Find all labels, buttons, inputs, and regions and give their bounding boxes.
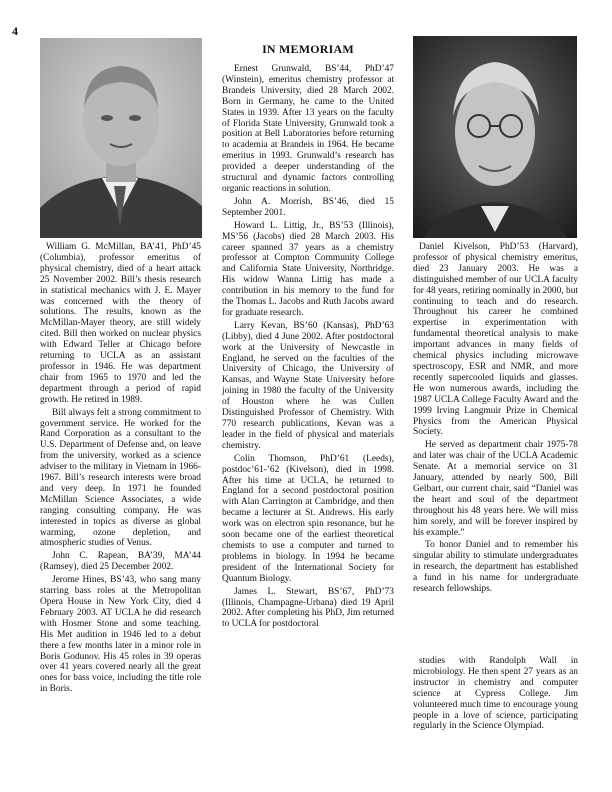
right-column-continued xyxy=(413,656,578,734)
page-heading: IN MEMORIAM xyxy=(262,42,354,56)
left-column xyxy=(40,242,201,697)
right-column xyxy=(413,242,578,597)
obituary-paragraph: James L. Stewart, BS’67, PhD’73 (Illinois, Champagne-Urbana) died 19 April 2002. After completing his PhD, Jim returned to UCLA for postdoctoral xyxy=(222,586,394,630)
middle-column xyxy=(222,64,394,632)
obituary-paragraph: William G. McMillan, BA’41, PhD’45 (Columbia), professor emeritus of physical chemistry, died of a heart attack 25 November 2002. Bill’s thesis research in statistical mechanics with J. E. Mayer was concerned with the theory of solutions. The results, known as the McMillan-Mayer theory, are still widely cited. Bill then worked on nuclear physics with Edward Teller at Chicago before returning to UCLA as an assistant professor in 1946. He was department chair from 1965 to 1970 and led the department through a period of rapid growth. He retired in 1989. xyxy=(40,242,201,405)
obituary-paragraph: Jerome Hines, BS’43, who sang many starring bass roles at the Metropolitan Opera House in New York City, died 4 February 2003. AT UCLA he did research with Hosmer Stone and some teaching. His Met audition in 1946 led to a debut there a few months later in a minor role in Boris Godunov. His 45 roles in 39 operas over 41 years covered nearly all the great ones for bass voice, including the title role in Boris. xyxy=(40,575,201,695)
obituary-paragraph: To honor Daniel and to remember his singular ability to stimulate undergraduates in research, the department has established a fund in his name for undergraduate research fellowships. xyxy=(413,540,578,595)
obituary-paragraph: Bill always felt a strong commitment to government service. He worked for the Rand Corporation as a consultant to the U.S. Department of Defense and, on leave from the university, worked as a science adviser to the military in Vietnam in 1966-1967. Bill’s research interests were broad and very deep. In 1971 he founded McMillan Science Associates, a wide ranging consulting company. He was interested in topics as diverse as global warming, ozone depletion, and atmospheric studies of Venus. xyxy=(40,407,201,549)
obituary-paragraph: Daniel Kivelson, PhD’53 (Harvard), professor of physical chemistry emeritus, died 23 January 2003. He was a distinguished member of our UCLA faculty for 48 years, retiring nominally in 2000, but continuing to teach and do research. Throughout his career he combined expertise in experimentation with fundamental theoretical analysis to make important advances in many fields of chemical physics including microwave spectroscopy, ESR and NMR, and more recently supercooled liquids and glasses. He won numerous awards, including the 1987 UCLA College Faculty Award and the 1999 Irving Langmuir Prize in Chemical Physics from the American Physical Society. xyxy=(413,242,578,438)
portrait-photo-mcmillan xyxy=(40,38,202,238)
obituary-paragraph: Colin Thomson, PhD’61 (Leeds), postdoc’61-’62 (Kivelson), died in 1998. After his time at UCLA, he returned to England for a second postdoctoral position with Alan Carrington at Cambridge, and then became a lecturer at St. Andrews. His early work was on electron spin resonance, but he soon became one of the earliest theoretical chemists to use a computer and turned to problems in biology. In 1994 he became president of the International Society for Quantum Biology. xyxy=(222,453,394,584)
portrait-image xyxy=(40,38,202,238)
portrait-photo-kivelson xyxy=(413,36,577,238)
page-number: 4 xyxy=(12,24,18,38)
obituary-paragraph: John A. Morrish, BS’46, died 15 September 2001. xyxy=(222,196,394,218)
obituary-paragraph: Larry Kevan, BS’60 (Kansas), PhD’63 (Libby), died 4 June 2002. After postdoctoral work at the University of Newcastle in England, he served on the faculties of the University of Chicago, the University of Kansas, and Wayne State University before joining in 1980 the faculty of the University of Houston where he was Cullen Distinguished Professor of Chemistry. With 770 research publications, Kevan was a leader in the field of physical and materials chemistry. xyxy=(222,320,394,451)
obituary-paragraph: Ernest Grunwald, BS’44, PhD’47 (Winstein), emeritus chemistry professor at Brandeis University, died 28 March 2002. Born in Germany, he came to the United States in 1939. After 13 years on the faculty of Florida State University, Grunwald took a position at Bell Laboratories before returning to academia at Brandeis in 1964. He became emeritus in 1993. Grunwald’s research has provided a deeper understanding of the structural and dynamic factors controlling organic reactions in solution. xyxy=(222,64,394,194)
obituary-paragraph: studies with Randolph Wall in microbiology. He then spent 27 years as an instructor in chemistry and computer science at Cypress College. Jim volunteered much time to encourage young people in a love of science, participating regularly in the Science Olympiad. xyxy=(413,656,578,732)
obituary-paragraph: He served as department chair 1975-78 and later was chair of the UCLA Academic Senate. At a memorial service on 31 January, attended by nearly 500, Bill Gelbart, our current chair, said “Daniel was the heart and soul of the department throughout his 48 years here. We will miss him sorely, and will be forever inspired by his example.” xyxy=(413,440,578,538)
portrait-image xyxy=(413,36,577,238)
obituary-paragraph: John C. Rapean, BA’39, MA’44 (Ramsey), died 25 December 2002. xyxy=(40,551,201,573)
obituary-paragraph: Howard L. Littig, Jr., BS’53 (Illinois), MS’56 (Jacobs) died 28 March 2003. His career spanned 37 years as a chemistry professor at Compton Community College and California State University, Northridge. His widow Wanna Littig has made a contribution in his memory to the fund for the Thomas L. Jacobs and Ruth Jacobs award for graduate research. xyxy=(222,220,394,318)
